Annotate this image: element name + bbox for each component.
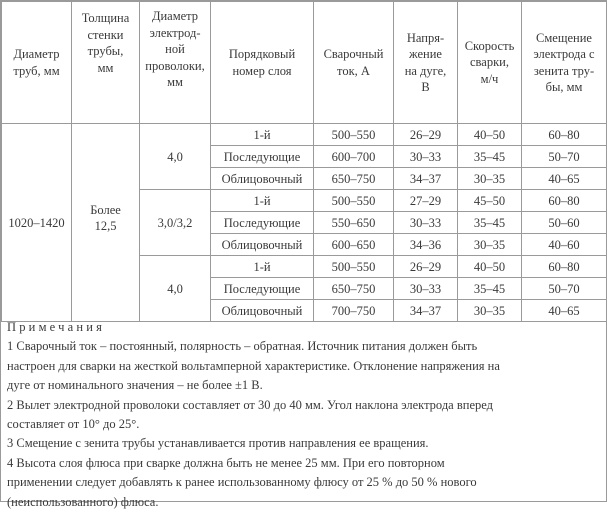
wire-diameter-cell: 3,0/3,2 bbox=[140, 190, 211, 256]
offset-cell: 60–80 bbox=[522, 256, 607, 278]
wall-thickness-cell: Более 12,5 bbox=[72, 124, 140, 322]
layer-cell: 1-й bbox=[211, 190, 314, 212]
note-line: составляет от 10° до 25°. bbox=[7, 417, 140, 432]
header-pipe-diameter: Диаметр труб, мм bbox=[2, 2, 72, 124]
note-line: 4 Высота слоя флюса при сварке должна быть не менее 25 мм. При его повторном bbox=[7, 455, 445, 470]
header-electrode-offset: Смещение электрода с зенита тру- бы, мм bbox=[522, 2, 607, 124]
offset-cell: 60–80 bbox=[522, 190, 607, 212]
voltage-cell: 26–29 bbox=[394, 256, 458, 278]
layer-cell: Последующие bbox=[211, 278, 314, 300]
speed-cell: 35–45 bbox=[458, 278, 522, 300]
layer-cell: Последующие bbox=[211, 212, 314, 234]
note-line: дуге от номинального значения – не более ±1 В. bbox=[7, 378, 263, 393]
notes-title: Примечания bbox=[7, 320, 106, 334]
current-cell: 550–650 bbox=[314, 212, 394, 234]
voltage-cell: 26–29 bbox=[394, 124, 458, 146]
voltage-cell: 34–36 bbox=[394, 234, 458, 256]
header-welding-speed: Скорость сварки, м/ч bbox=[458, 2, 522, 124]
offset-cell: 50–60 bbox=[522, 212, 607, 234]
note-line: 3 Смещение с зенита трубы устанавливается против направления ее вращения. bbox=[7, 436, 429, 451]
note-line: настроен для сварки на жесткой вольтамперной характеристике. Отклонение напряжения на bbox=[7, 358, 500, 373]
current-cell: 500–550 bbox=[314, 124, 394, 146]
speed-cell: 30–35 bbox=[458, 300, 522, 322]
speed-cell: 45–50 bbox=[458, 190, 522, 212]
header-wire-diameter: Диаметр электрод- ной проволоки, мм bbox=[140, 2, 211, 124]
header-arc-voltage: Напря- жение на дуге, В bbox=[394, 2, 458, 124]
speed-cell: 40–50 bbox=[458, 124, 522, 146]
layer-cell: Облицовочный bbox=[211, 234, 314, 256]
voltage-cell: 34–37 bbox=[394, 300, 458, 322]
speed-cell: 40–50 bbox=[458, 256, 522, 278]
note-line: 1 Сварочный ток – постоянный, полярность – обратная. Источник питания должен быть bbox=[7, 339, 478, 354]
voltage-cell: 30–33 bbox=[394, 146, 458, 168]
welding-modes-table bbox=[1, 1, 607, 322]
wire-diameter-cell: 4,0 bbox=[140, 124, 211, 190]
offset-cell: 40–65 bbox=[522, 300, 607, 322]
voltage-cell: 34–37 bbox=[394, 168, 458, 190]
offset-cell: 40–65 bbox=[522, 168, 607, 190]
voltage-cell: 30–33 bbox=[394, 278, 458, 300]
pipe-diameter-cell: 1020–1420 bbox=[2, 124, 72, 322]
header-row bbox=[2, 2, 607, 124]
layer-cell: 1-й bbox=[211, 124, 314, 146]
notes-section bbox=[7, 318, 601, 512]
current-cell: 500–550 bbox=[314, 256, 394, 278]
speed-cell: 35–45 bbox=[458, 212, 522, 234]
voltage-cell: 30–33 bbox=[394, 212, 458, 234]
layer-cell: Облицовочный bbox=[211, 300, 314, 322]
header-layer-number: Порядковый номер слоя bbox=[211, 2, 314, 124]
layer-cell: Последующие bbox=[211, 146, 314, 168]
note-line: применении следует добавлять к ранее использованному флюсу от 25 % до 50 % нового bbox=[7, 475, 477, 490]
layer-cell: 1-й bbox=[211, 256, 314, 278]
note-line: (неиспользованного) флюса. bbox=[7, 494, 159, 509]
speed-cell: 35–45 bbox=[458, 146, 522, 168]
offset-cell: 50–70 bbox=[522, 278, 607, 300]
table-row bbox=[2, 124, 607, 146]
current-cell: 650–750 bbox=[314, 168, 394, 190]
voltage-cell: 27–29 bbox=[394, 190, 458, 212]
speed-cell: 30–35 bbox=[458, 234, 522, 256]
current-cell: 700–750 bbox=[314, 300, 394, 322]
note-line: 2 Вылет электродной проволоки составляет от 30 до 40 мм. Угол наклона электрода вперед bbox=[7, 397, 493, 412]
speed-cell: 30–35 bbox=[458, 168, 522, 190]
offset-cell: 60–80 bbox=[522, 124, 607, 146]
offset-cell: 50–70 bbox=[522, 146, 607, 168]
layer-cell: Облицовочный bbox=[211, 168, 314, 190]
header-welding-current: Сварочный ток, А bbox=[314, 2, 394, 124]
current-cell: 600–700 bbox=[314, 146, 394, 168]
header-wall-thickness: Толщина стенки трубы, мм bbox=[72, 2, 140, 124]
current-cell: 500–550 bbox=[314, 190, 394, 212]
offset-cell: 40–60 bbox=[522, 234, 607, 256]
wire-diameter-cell: 4,0 bbox=[140, 256, 211, 322]
current-cell: 650–750 bbox=[314, 278, 394, 300]
current-cell: 600–650 bbox=[314, 234, 394, 256]
